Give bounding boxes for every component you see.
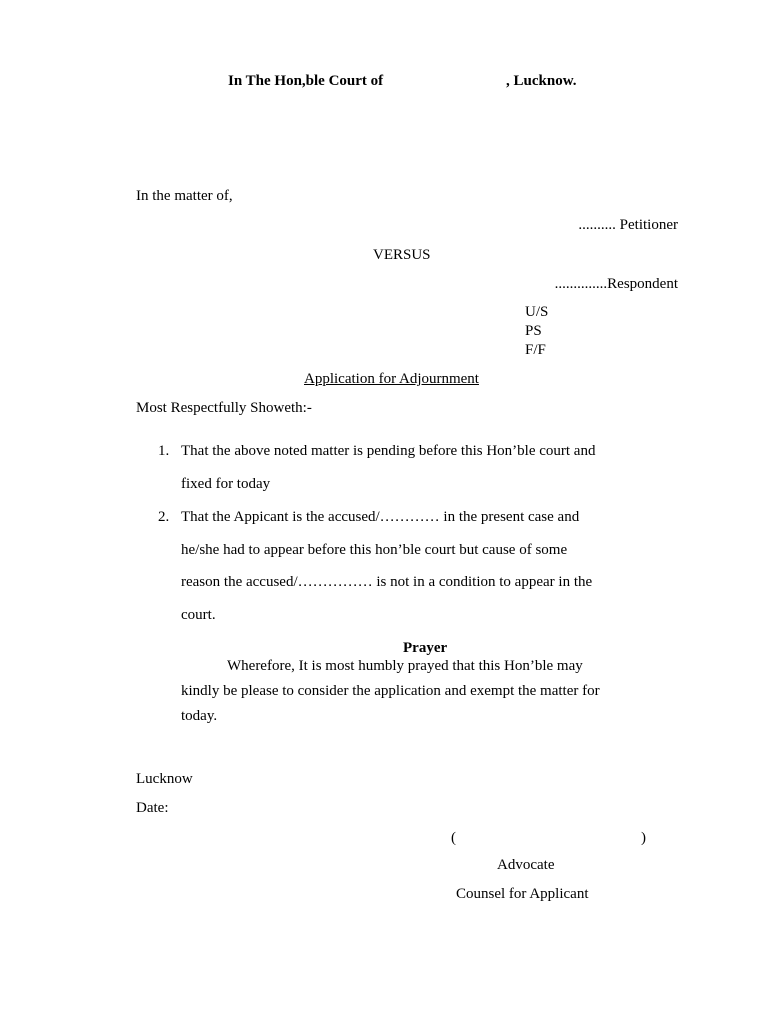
point-number: 1. bbox=[158, 443, 170, 459]
ff-label: F/F bbox=[525, 342, 546, 358]
salutation: Most Respectfully Showeth:- bbox=[136, 400, 312, 416]
prayer-line: kindly be please to consider the application and exempt the matter for bbox=[181, 683, 600, 699]
matter-intro: In the matter of, bbox=[136, 188, 233, 204]
petitioner-line: .......... Petitioner bbox=[578, 217, 678, 233]
signature-close-paren: ) bbox=[641, 830, 646, 846]
point-line: court. bbox=[181, 607, 216, 623]
ps-label: PS bbox=[525, 323, 542, 339]
court-title-left: In The Hon,ble Court of bbox=[228, 73, 384, 89]
place-label: Lucknow bbox=[136, 771, 193, 787]
point-line: That the above noted matter is pending before this Hon’ble court and bbox=[181, 443, 596, 459]
us-label: U/S bbox=[525, 304, 549, 320]
application-title: Application for Adjournment bbox=[304, 371, 479, 387]
advocate-label: Advocate bbox=[497, 857, 555, 873]
point-line: That the Appicant is the accused/………… in the present case and bbox=[181, 509, 580, 525]
versus-label: VERSUS bbox=[373, 247, 431, 263]
counsel-label: Counsel for Applicant bbox=[456, 886, 589, 902]
prayer-line: Wherefore, It is most humbly prayed that this Hon’ble may bbox=[227, 658, 583, 674]
point-number: 2. bbox=[158, 509, 170, 525]
point-line: reason the accused/…………… is not in a condition to appear in the bbox=[181, 574, 593, 590]
signature-open-paren: ( bbox=[451, 830, 456, 846]
respondent-line: ..............Respondent bbox=[554, 276, 678, 292]
court-title-right: , Lucknow. bbox=[506, 73, 577, 89]
prayer-line: today. bbox=[181, 708, 218, 724]
point-line: he/she had to appear before this hon’ble court but cause of some bbox=[181, 542, 568, 558]
point-line: fixed for today bbox=[181, 476, 271, 492]
prayer-heading: Prayer bbox=[403, 640, 448, 656]
date-label: Date: bbox=[136, 800, 169, 816]
